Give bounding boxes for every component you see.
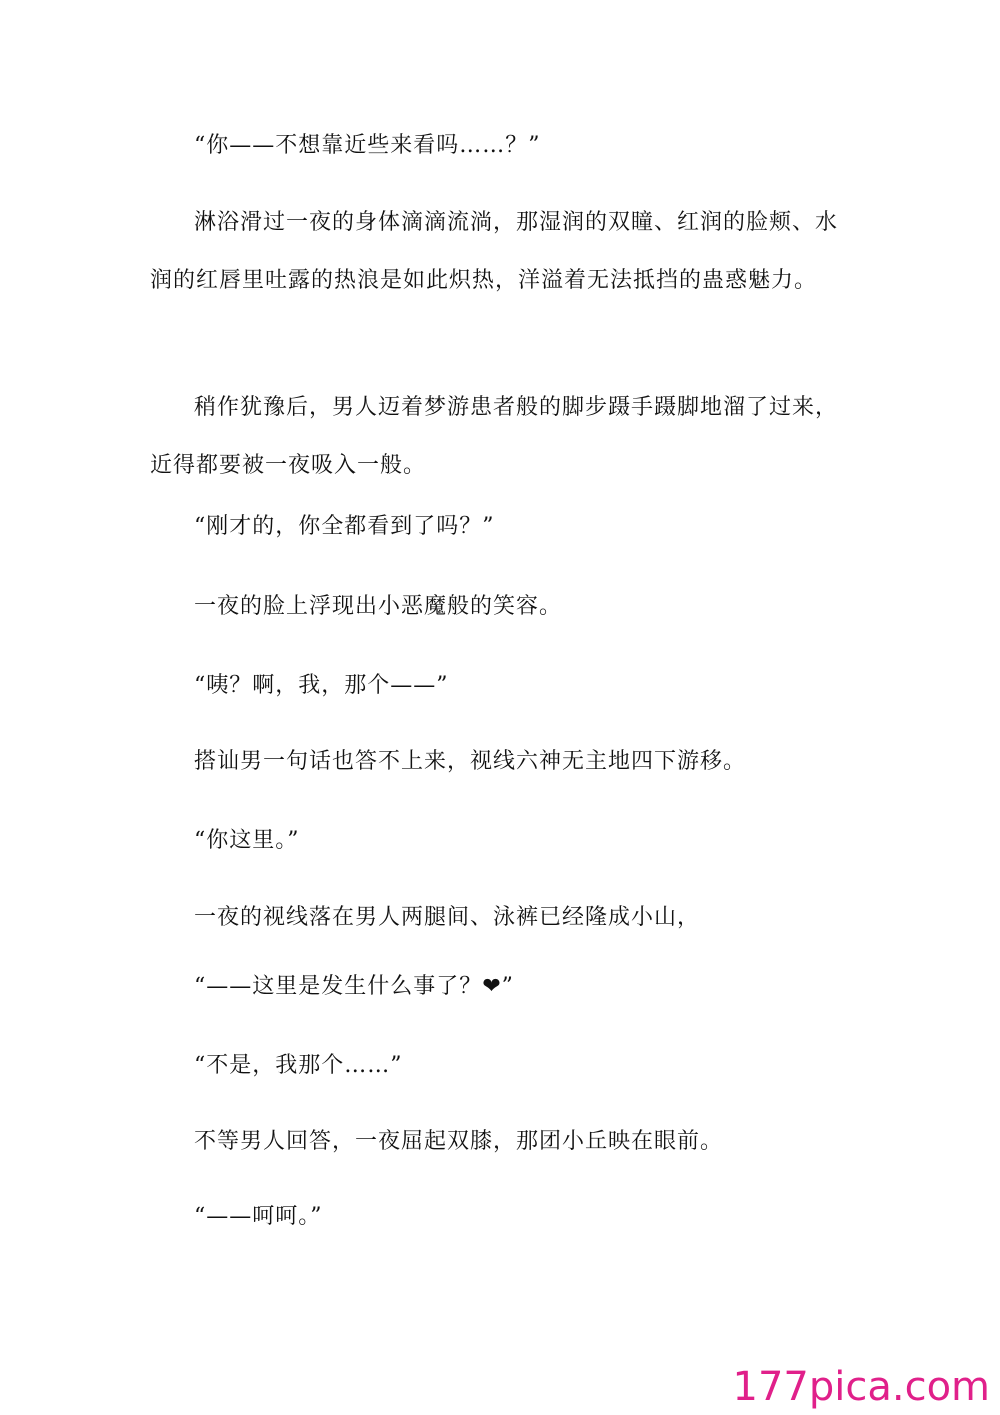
paragraph-6: “咦？啊，我，那个——” bbox=[194, 673, 449, 698]
watermark-text: 177pica.com bbox=[732, 1364, 990, 1410]
paragraph-3: 稍作犹豫后，男人迈着梦游患者般的脚步蹑手蹑脚地溜了过来，近得都要被一夜吸入一般。 bbox=[150, 395, 839, 478]
paragraph-8: “你这里。” bbox=[194, 828, 300, 853]
paragraph-7: 搭讪男一句话也答不上来，视线六神无主地四下游移。 bbox=[194, 749, 747, 774]
paragraph-2: 淋浴滑过一夜的身体滴滴流淌，那湿润的双瞳、红润的脸颊、水润的红唇里吐露的热浪是如此炽热，洋溢着无法抵挡的蛊惑魅力。 bbox=[150, 210, 839, 293]
paragraph-10: “——这里是发生什么事了？❤” bbox=[194, 974, 514, 999]
paragraph-1: “你——不想靠近些来看吗……？” bbox=[194, 133, 541, 158]
paragraph-11: “不是，我那个……” bbox=[194, 1053, 403, 1078]
paragraph-5: 一夜的脸上浮现出小恶魔般的笑容。 bbox=[194, 594, 563, 619]
paragraph-9: 一夜的视线落在男人两腿间、泳裤已经隆成小山， bbox=[194, 905, 701, 930]
paragraph-13: “——呵呵。” bbox=[194, 1204, 323, 1229]
paragraph-4: “刚才的，你全都看到了吗？” bbox=[194, 514, 495, 539]
paragraph-12: 不等男人回答，一夜屈起双膝，那团小丘映在眼前。 bbox=[194, 1129, 724, 1154]
